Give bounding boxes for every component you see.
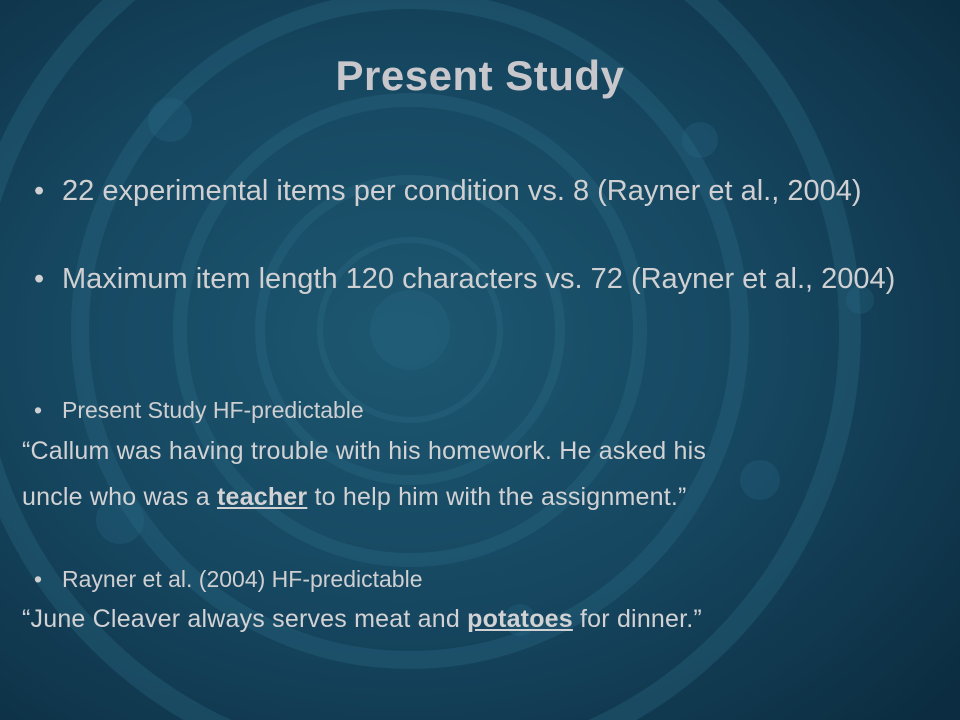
bullet-text: Maximum item length 120 characters vs. 72 (Rayner et al., 2004): [62, 263, 896, 295]
bullet-dot: •: [34, 175, 45, 207]
slide-title: Present Study: [335, 52, 625, 99]
sentence-text: for dinner.”: [572, 605, 702, 633]
bullet-dot: •: [34, 263, 45, 295]
target-word: teacher: [216, 483, 308, 511]
sentence-text: to help him with the assignment.”: [307, 483, 687, 511]
example-sentence-line: [22, 604, 702, 634]
example-label: Rayner et al. (2004) HF-predictable: [62, 566, 423, 592]
bullet-dot: •: [34, 566, 43, 592]
sentence-text: “June Cleaver always serves meat and: [22, 605, 468, 633]
example-sentence-line: [22, 482, 687, 512]
example-label: Present Study HF-predictable: [62, 397, 364, 423]
bullet-text: 22 experimental items per condition vs. 8 (Rayner et al., 2004): [62, 175, 862, 207]
example-sentence-line: “Callum was having trouble with his homework. He asked his: [22, 437, 707, 465]
bullet-dot: •: [34, 397, 43, 423]
target-word: potatoes: [467, 605, 573, 633]
sentence-text: uncle who was a: [22, 483, 217, 511]
